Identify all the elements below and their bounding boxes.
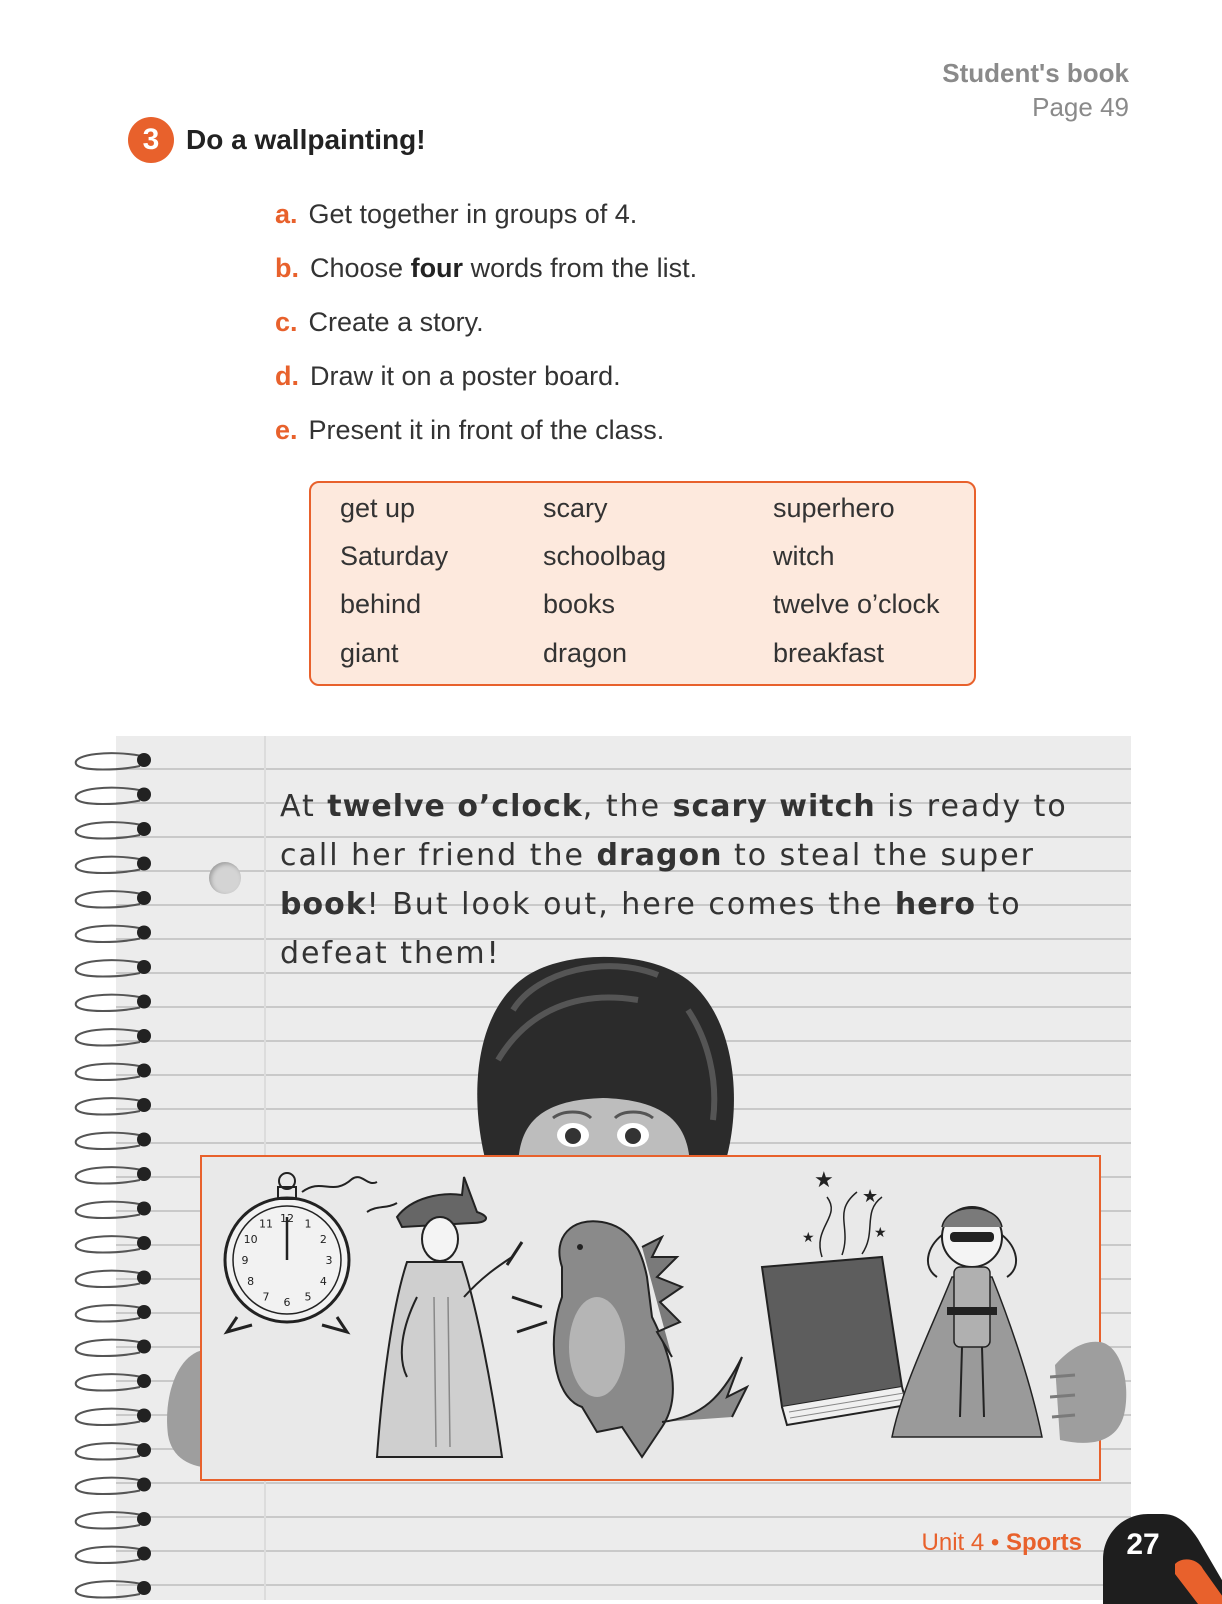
exercise-number-badge: 3 — [128, 117, 174, 163]
instruction-item — [275, 194, 697, 248]
binding-hole — [137, 1133, 151, 1147]
word-item: Saturday — [340, 541, 449, 571]
book-label: Student's book — [942, 58, 1129, 88]
instruction-item — [275, 410, 697, 464]
word-item: twelve o’clock — [773, 589, 940, 619]
instruction-list — [275, 194, 697, 464]
word-item: behind — [340, 589, 422, 619]
spiral-coil — [76, 1098, 142, 1114]
clock-number: 5 — [304, 1290, 312, 1304]
word-item: witch — [773, 541, 835, 571]
binding-hole — [137, 1167, 151, 1181]
clock-number: 11 — [259, 1217, 273, 1231]
word-item: scary — [543, 493, 608, 523]
item-text: Present it in front of the class. — [308, 415, 665, 445]
binding-hole — [137, 1581, 151, 1595]
spiral-coil — [76, 1547, 142, 1563]
binding-hole — [137, 1512, 151, 1526]
svg-text:★: ★ — [862, 1186, 879, 1207]
story-keyword: scary witch — [672, 789, 876, 824]
exercise-title: Do a wallpainting! — [186, 124, 426, 155]
word-item: schoolbag — [543, 541, 667, 571]
story-fragment: to defeat them! — [280, 887, 1022, 971]
instruction-item — [275, 302, 697, 356]
story-keyword: dragon — [596, 838, 723, 873]
spiral-coil — [76, 1271, 142, 1287]
word-item: breakfast — [773, 638, 885, 668]
poster-board — [200, 1155, 1101, 1481]
page-number: 27 — [1126, 1528, 1160, 1561]
story-keyword: hero — [894, 887, 976, 922]
binding-hole — [137, 857, 151, 871]
word-item: giant — [340, 638, 399, 668]
item-emphasis: four — [410, 253, 464, 283]
binding-hole — [137, 1202, 151, 1216]
story-keyword: twelve o’clock — [327, 789, 583, 824]
spiral-coil — [76, 1029, 142, 1045]
binding-hole — [137, 926, 151, 940]
clock-number: 1 — [304, 1217, 312, 1231]
svg-text:★: ★ — [874, 1225, 887, 1241]
unit-topic: Sports — [1005, 1529, 1082, 1556]
clock-number: 2 — [319, 1233, 327, 1246]
unit-label: Unit 4 • — [921, 1529, 1006, 1556]
spiral-coil — [76, 1512, 142, 1528]
svg-text:★: ★ — [802, 1230, 815, 1246]
dragon-drawing — [512, 1221, 747, 1457]
binding-hole — [137, 1098, 151, 1112]
item-text: words from the list. — [463, 253, 698, 283]
book-reference — [942, 56, 1129, 124]
item-letter: e. — [275, 415, 298, 445]
punch-hole — [209, 862, 241, 894]
spiral-coil — [76, 1581, 142, 1597]
spiral-coil — [76, 926, 142, 942]
item-letter: a. — [275, 199, 298, 229]
poster-drawings — [202, 1157, 1099, 1479]
instruction-item — [275, 248, 697, 302]
spiral-coil — [76, 1236, 142, 1252]
binding-hole — [137, 1547, 151, 1561]
exercise-heading — [128, 117, 426, 163]
clock-number: 12 — [280, 1212, 294, 1225]
superhero-drawing — [892, 1207, 1042, 1437]
spiral-coil — [76, 1443, 142, 1459]
item-text: Draw it on a poster board. — [310, 361, 621, 391]
word-item: superhero — [773, 493, 895, 523]
binding-hole — [137, 1340, 151, 1354]
binding-hole — [137, 891, 151, 905]
spiral-coil — [76, 1202, 142, 1218]
binding-hole — [137, 1374, 151, 1388]
spiral-coil — [76, 960, 142, 976]
spiral-coil — [76, 822, 142, 838]
spiral-coil — [76, 1167, 142, 1183]
spiral-coil — [76, 1064, 142, 1080]
word-item: dragon — [543, 638, 628, 668]
spiral-coil — [76, 995, 142, 1011]
footer-unit — [922, 1529, 1082, 1557]
item-text: Choose — [310, 253, 411, 283]
item-text: Get together in groups of 4. — [308, 199, 638, 229]
clock-number: 3 — [325, 1254, 333, 1267]
spiral-coil — [76, 1478, 142, 1494]
story-fragment: is ready to call her friend the — [280, 789, 1068, 873]
clock-number: 10 — [243, 1233, 258, 1246]
clock-number: 6 — [283, 1296, 291, 1309]
clock-drawing — [225, 1173, 397, 1332]
binding-hole — [137, 788, 151, 802]
binding-hole — [137, 1478, 151, 1492]
item-text: Create a story. — [308, 307, 484, 337]
story-text — [280, 782, 1070, 978]
spiral-coil — [76, 857, 142, 873]
story-fragment: At — [280, 789, 328, 824]
spiral-binding — [72, 746, 162, 1600]
binding-hole — [137, 1064, 151, 1078]
binding-hole — [137, 1029, 151, 1043]
book-drawing — [762, 1168, 907, 1425]
binding-hole — [137, 1409, 151, 1423]
svg-text:★: ★ — [814, 1168, 834, 1193]
clock-number: 7 — [262, 1290, 270, 1304]
item-letter: d. — [275, 361, 299, 391]
binding-hole — [137, 1443, 151, 1457]
instruction-item — [275, 356, 697, 410]
story-keyword: book — [280, 887, 367, 922]
page-reference: Page 49 — [1032, 92, 1129, 122]
binding-hole — [137, 960, 151, 974]
spiral-coil — [76, 1133, 142, 1149]
spiral-coil — [76, 891, 142, 907]
spiral-coil — [76, 1374, 142, 1390]
item-letter: c. — [275, 307, 298, 337]
word-list-box — [309, 481, 976, 686]
binding-hole — [137, 822, 151, 836]
spiral-coil — [76, 1305, 142, 1321]
binding-hole — [137, 995, 151, 1009]
witch-drawing — [377, 1177, 522, 1457]
child-photo — [458, 950, 748, 1170]
story-fragment: to steal the super — [722, 838, 1035, 873]
word-item: books — [543, 589, 616, 619]
clock-number: 9 — [241, 1254, 249, 1267]
spiral-coil — [76, 1340, 142, 1356]
word-item: get up — [340, 493, 416, 523]
binding-hole — [137, 1236, 151, 1250]
clock-number: 4 — [319, 1275, 327, 1288]
clock-number: 8 — [247, 1275, 255, 1288]
story-fragment: ! But look out, here comes the — [366, 887, 895, 922]
item-letter: b. — [275, 253, 299, 283]
binding-hole — [137, 1271, 151, 1285]
binding-hole — [137, 753, 151, 767]
right-hand — [1050, 1340, 1130, 1450]
story-fragment: , the — [582, 789, 673, 824]
spiral-coil — [76, 1409, 142, 1425]
spiral-coil — [76, 753, 142, 769]
binding-hole — [137, 1305, 151, 1319]
spiral-coil — [76, 788, 142, 804]
